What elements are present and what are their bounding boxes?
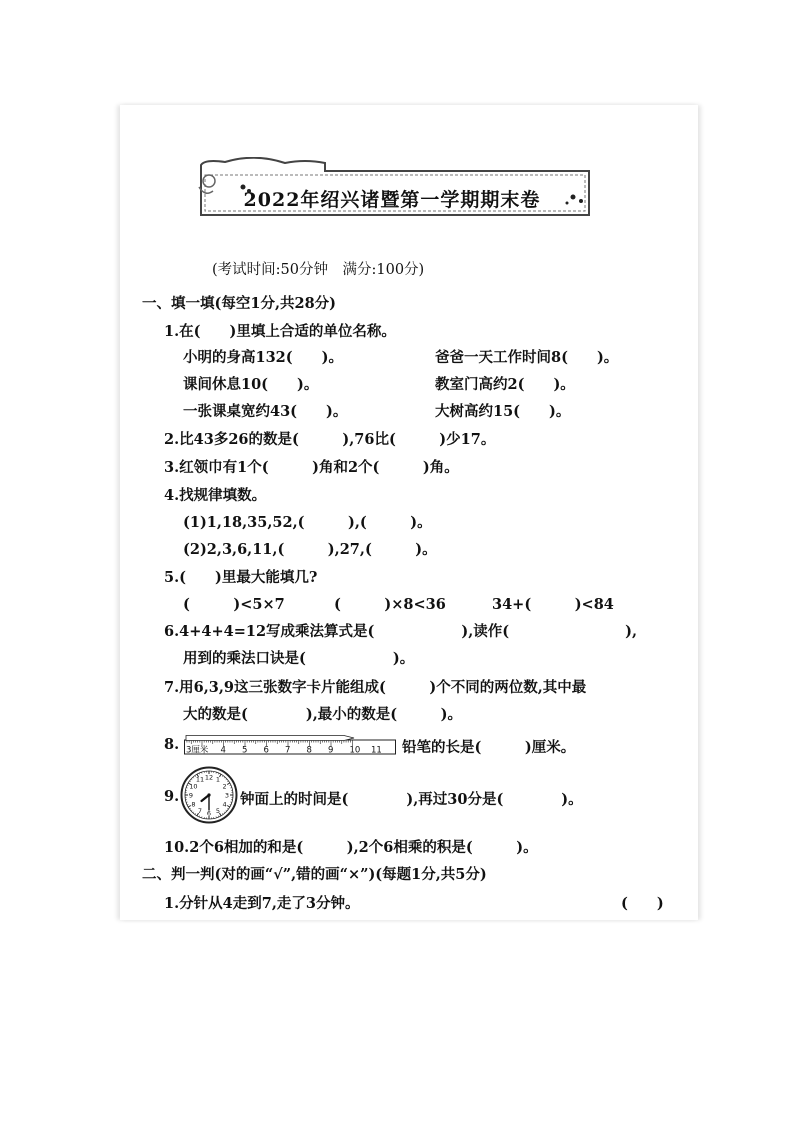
pencil-icon xyxy=(186,736,354,741)
q1-a: 小明的身高132( )。 xyxy=(183,349,343,366)
exam-info: (考试时间:50分钟 满分:100分) xyxy=(212,262,425,278)
q1-stem: 1.在( )里填上合适的单位名称。 xyxy=(164,323,396,340)
q7-a: 7.用6,3,9这三张数字卡片能组成( )个不同的两位数,其中最 xyxy=(164,679,587,696)
section1-heading: 一、填一填(每空1分,共28分) xyxy=(142,295,337,312)
q3: 3.红领巾有1个( )角和2个( )角。 xyxy=(164,459,459,476)
s2-q1-answer-bracket[interactable]: ( ) xyxy=(621,895,664,912)
q7-b: 大的数是( ),最小的数是( )。 xyxy=(183,706,462,723)
ruler-label: 11 xyxy=(371,745,382,755)
q1-e: 一张课桌宽约43( )。 xyxy=(183,403,348,420)
clock-number: 8 xyxy=(191,800,196,809)
q8-number: 8. xyxy=(164,736,180,753)
q9-number: 9. xyxy=(164,788,180,805)
clock-number: 2 xyxy=(222,782,227,791)
q1-b: 爸爸一天工作时间8( )。 xyxy=(435,349,619,366)
clock-icon xyxy=(180,766,238,824)
clock-number: 1 xyxy=(215,775,221,784)
s2-q1: 1.分针从4走到7,走了3分钟。 xyxy=(164,895,360,912)
q5-c: 34+( )<84 xyxy=(492,596,614,613)
ruler-label: 4 xyxy=(220,745,226,755)
clock-number: 6 xyxy=(206,809,212,818)
q5-a: ( )<5×7 xyxy=(183,596,285,613)
page-title: 2022年绍兴诸暨第一学期期末卷 xyxy=(243,189,541,211)
clock-number: 3 xyxy=(224,791,230,800)
clock-number: 10 xyxy=(189,782,198,791)
q5-stem: 5.( )里最大能填几? xyxy=(164,569,318,586)
ruler-label: 3厘米 xyxy=(186,745,209,755)
q1-d: 教室门高约2( )。 xyxy=(435,376,575,393)
ruler-label: 10 xyxy=(349,745,361,755)
q4-b: (2)2,3,6,11,( ),27,( )。 xyxy=(183,541,437,558)
q5-b: ( )×8<36 xyxy=(334,596,446,613)
ruler-label: 5 xyxy=(242,745,248,755)
section2-heading: 二、判一判(对的画“√”,错的画“×”)(每题1分,共5分) xyxy=(142,866,487,883)
clock-number: 4 xyxy=(222,800,227,809)
ruler-label: 6 xyxy=(263,745,269,755)
q4-a: (1)1,18,35,52,( ),( )。 xyxy=(183,514,432,531)
clock-number: 5 xyxy=(215,806,221,815)
q6-a: 6.4+4+4=12写成乘法算式是( ),读作( ), xyxy=(164,623,638,640)
q4-stem: 4.找规律填数。 xyxy=(164,487,267,504)
clock-number: 11 xyxy=(195,775,205,784)
q8-text: 铅笔的长是( )厘米。 xyxy=(402,739,576,756)
q1-f: 大树高约15( )。 xyxy=(435,403,571,420)
q1-c: 课间休息10( )。 xyxy=(183,376,319,393)
q6-b: 用到的乘法口诀是( )。 xyxy=(183,650,415,667)
q2: 2.比43多26的数是( ),76比( )少17。 xyxy=(164,431,496,448)
q9-text: 钟面上的时间是( ),再过30分是( )。 xyxy=(240,791,583,808)
q10: 10.2个6相加的和是( ),2个6相乘的积是( )。 xyxy=(164,839,538,856)
clock-number: 9 xyxy=(188,791,194,800)
ruler-label: 8 xyxy=(306,745,312,755)
ruler-label: 9 xyxy=(328,745,334,755)
clock-number: 7 xyxy=(197,806,203,815)
clock-number: 12 xyxy=(204,773,214,782)
ruler-label: 7 xyxy=(285,745,291,755)
ruler-with-pencil xyxy=(184,735,396,755)
